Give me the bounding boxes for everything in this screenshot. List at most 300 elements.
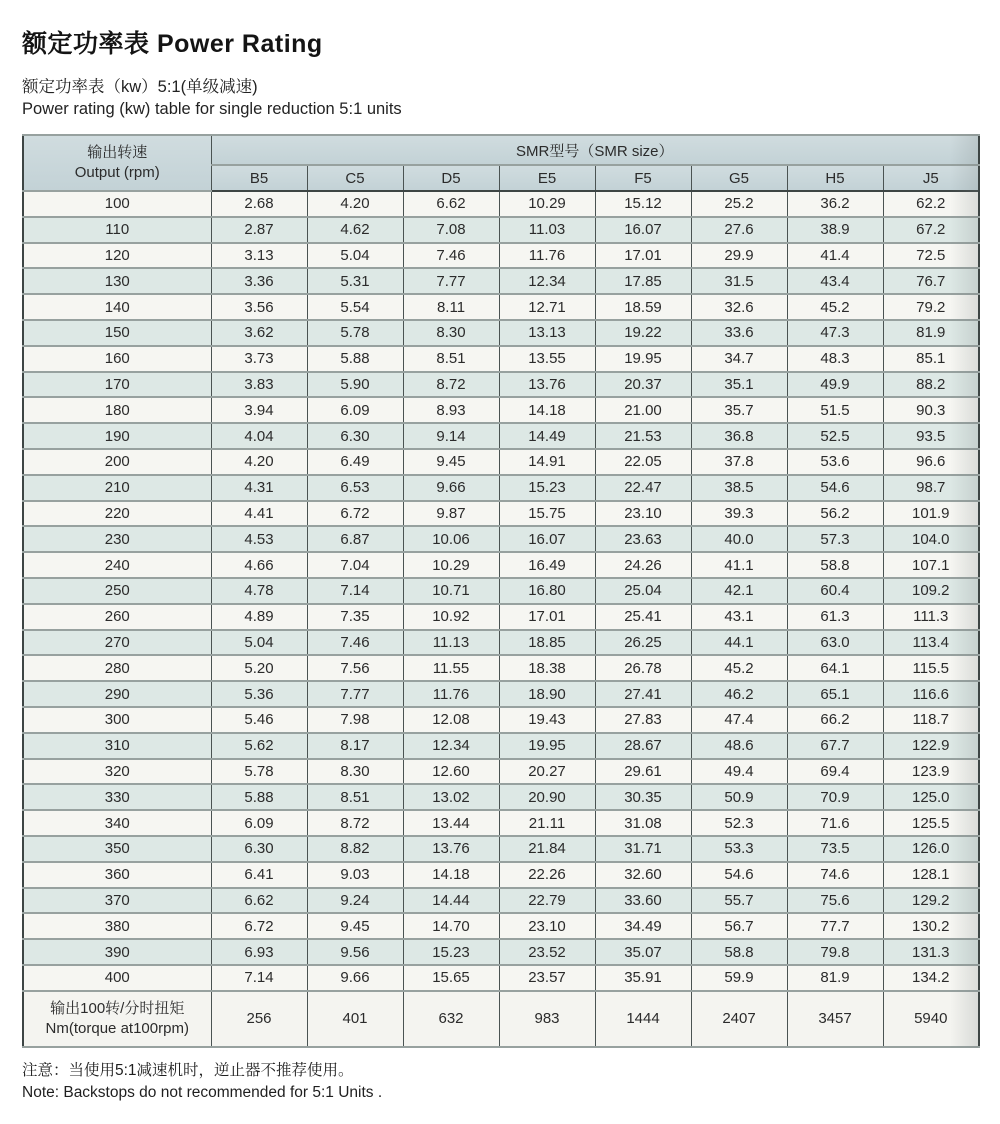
value-cell: 71.6: [787, 810, 883, 836]
value-cell: 15.23: [403, 939, 499, 965]
value-cell: 49.9: [787, 372, 883, 398]
value-cell: 9.24: [307, 888, 403, 914]
value-cell: 8.82: [307, 836, 403, 862]
value-cell: 30.35: [595, 784, 691, 810]
rpm-cell: 220: [23, 501, 211, 527]
value-cell: 134.2: [883, 965, 979, 991]
rpm-cell: 210: [23, 475, 211, 501]
rpm-cell: 360: [23, 862, 211, 888]
value-cell: 101.9: [883, 501, 979, 527]
value-cell: 74.6: [787, 862, 883, 888]
value-cell: 38.5: [691, 475, 787, 501]
value-cell: 48.6: [691, 733, 787, 759]
table-footer: [23, 991, 979, 1047]
value-cell: 4.89: [211, 604, 307, 630]
value-cell: 5.78: [307, 320, 403, 346]
value-cell: 14.91: [499, 449, 595, 475]
value-cell: 10.92: [403, 604, 499, 630]
value-cell: 6.62: [403, 191, 499, 217]
value-cell: 6.30: [211, 836, 307, 862]
value-cell: 77.7: [787, 913, 883, 939]
value-cell: 43.4: [787, 268, 883, 294]
value-cell: 53.6: [787, 449, 883, 475]
value-cell: 56.7: [691, 913, 787, 939]
table-row: [23, 294, 979, 320]
value-cell: 8.51: [403, 346, 499, 372]
value-cell: 44.1: [691, 630, 787, 656]
value-cell: 14.18: [403, 862, 499, 888]
value-cell: 32.6: [691, 294, 787, 320]
value-cell: 18.59: [595, 294, 691, 320]
value-cell: 29.9: [691, 243, 787, 269]
value-cell: 33.6: [691, 320, 787, 346]
value-cell: 26.78: [595, 655, 691, 681]
value-cell: 8.72: [403, 372, 499, 398]
value-cell: 59.9: [691, 965, 787, 991]
value-cell: 5.20: [211, 655, 307, 681]
value-cell: 17.01: [595, 243, 691, 269]
value-cell: 12.34: [403, 733, 499, 759]
torque-row: [23, 991, 979, 1047]
torque-value-cell: 2407: [691, 991, 787, 1047]
rpm-cell: 230: [23, 526, 211, 552]
value-cell: 115.5: [883, 655, 979, 681]
value-cell: 8.30: [307, 759, 403, 785]
value-cell: 7.46: [307, 630, 403, 656]
size-header-D5: D5: [403, 165, 499, 191]
value-cell: 21.00: [595, 397, 691, 423]
size-header-B5: B5: [211, 165, 307, 191]
value-cell: 4.66: [211, 552, 307, 578]
table-row: [23, 475, 979, 501]
value-cell: 31.5: [691, 268, 787, 294]
torque-value-cell: 983: [499, 991, 595, 1047]
value-cell: 25.41: [595, 604, 691, 630]
table-row: [23, 191, 979, 217]
value-cell: 5.88: [211, 784, 307, 810]
value-cell: 64.1: [787, 655, 883, 681]
table-row: [23, 501, 979, 527]
value-cell: 88.2: [883, 372, 979, 398]
value-cell: 13.76: [403, 836, 499, 862]
rpm-cell: 110: [23, 217, 211, 243]
value-cell: 8.51: [307, 784, 403, 810]
rpm-cell: 170: [23, 372, 211, 398]
value-cell: 46.2: [691, 681, 787, 707]
value-cell: 104.0: [883, 526, 979, 552]
value-cell: 54.6: [787, 475, 883, 501]
value-cell: 4.53: [211, 526, 307, 552]
value-cell: 6.53: [307, 475, 403, 501]
subtitle-en: Power rating (kw) table for single reduction 5:1 units: [22, 100, 402, 118]
value-cell: 3.62: [211, 320, 307, 346]
table-row: [23, 397, 979, 423]
rpm-cell: 290: [23, 681, 211, 707]
torque-label-zh: 输出100转/分时扭矩: [50, 999, 185, 1017]
rpm-cell: 100: [23, 191, 211, 217]
value-cell: 58.8: [691, 939, 787, 965]
value-cell: 16.49: [499, 552, 595, 578]
value-cell: 72.5: [883, 243, 979, 269]
value-cell: 13.13: [499, 320, 595, 346]
value-cell: 8.17: [307, 733, 403, 759]
value-cell: 47.4: [691, 707, 787, 733]
table-row: [23, 604, 979, 630]
value-cell: 3.56: [211, 294, 307, 320]
group-header-row: [23, 135, 979, 165]
value-cell: 93.5: [883, 423, 979, 449]
value-cell: 9.03: [307, 862, 403, 888]
value-cell: 16.07: [595, 217, 691, 243]
value-cell: 107.1: [883, 552, 979, 578]
value-cell: 36.8: [691, 423, 787, 449]
value-cell: 118.7: [883, 707, 979, 733]
value-cell: 20.37: [595, 372, 691, 398]
value-cell: 2.87: [211, 217, 307, 243]
value-cell: 76.7: [883, 268, 979, 294]
table-row: [23, 243, 979, 269]
value-cell: 5.62: [211, 733, 307, 759]
value-cell: 10.29: [403, 552, 499, 578]
value-cell: 23.10: [499, 913, 595, 939]
value-cell: 6.62: [211, 888, 307, 914]
value-cell: 42.1: [691, 578, 787, 604]
value-cell: 58.8: [787, 552, 883, 578]
value-cell: 113.4: [883, 630, 979, 656]
value-cell: 22.26: [499, 862, 595, 888]
value-cell: 9.66: [307, 965, 403, 991]
table-row: [23, 965, 979, 991]
value-cell: 125.0: [883, 784, 979, 810]
power-rating-table-wrap: [22, 134, 978, 1048]
value-cell: 22.79: [499, 888, 595, 914]
value-cell: 8.11: [403, 294, 499, 320]
value-cell: 21.53: [595, 423, 691, 449]
table-row: [23, 939, 979, 965]
value-cell: 5.88: [307, 346, 403, 372]
value-cell: 12.34: [499, 268, 595, 294]
table-row: [23, 372, 979, 398]
value-cell: 4.41: [211, 501, 307, 527]
value-cell: 18.90: [499, 681, 595, 707]
value-cell: 6.72: [307, 501, 403, 527]
value-cell: 34.7: [691, 346, 787, 372]
value-cell: 15.65: [403, 965, 499, 991]
table-row: [23, 346, 979, 372]
value-cell: 35.7: [691, 397, 787, 423]
value-cell: 24.26: [595, 552, 691, 578]
rpm-cell: 240: [23, 552, 211, 578]
value-cell: 9.45: [403, 449, 499, 475]
value-cell: 8.72: [307, 810, 403, 836]
table-row: [23, 449, 979, 475]
value-cell: 43.1: [691, 604, 787, 630]
value-cell: 4.78: [211, 578, 307, 604]
table-row: [23, 217, 979, 243]
value-cell: 47.3: [787, 320, 883, 346]
rpm-cell: 190: [23, 423, 211, 449]
value-cell: 73.5: [787, 836, 883, 862]
value-cell: 31.08: [595, 810, 691, 836]
value-cell: 15.75: [499, 501, 595, 527]
notes-block: [22, 1060, 978, 1104]
value-cell: 53.3: [691, 836, 787, 862]
value-cell: 45.2: [787, 294, 883, 320]
value-cell: 11.03: [499, 217, 595, 243]
value-cell: 5.78: [211, 759, 307, 785]
value-cell: 28.67: [595, 733, 691, 759]
value-cell: 38.9: [787, 217, 883, 243]
value-cell: 11.13: [403, 630, 499, 656]
value-cell: 66.2: [787, 707, 883, 733]
value-cell: 19.43: [499, 707, 595, 733]
torque-value-cell: 1444: [595, 991, 691, 1047]
value-cell: 129.2: [883, 888, 979, 914]
value-cell: 6.93: [211, 939, 307, 965]
value-cell: 70.9: [787, 784, 883, 810]
value-cell: 23.63: [595, 526, 691, 552]
value-cell: 54.6: [691, 862, 787, 888]
value-cell: 17.01: [499, 604, 595, 630]
table-body: [23, 191, 979, 991]
value-cell: 116.6: [883, 681, 979, 707]
value-cell: 61.3: [787, 604, 883, 630]
value-cell: 9.87: [403, 501, 499, 527]
value-cell: 9.14: [403, 423, 499, 449]
value-cell: 10.71: [403, 578, 499, 604]
rpm-cell: 200: [23, 449, 211, 475]
value-cell: 2.68: [211, 191, 307, 217]
value-cell: 23.52: [499, 939, 595, 965]
value-cell: 15.23: [499, 475, 595, 501]
value-cell: 7.98: [307, 707, 403, 733]
value-cell: 39.3: [691, 501, 787, 527]
value-cell: 7.77: [403, 268, 499, 294]
output-rpm-header-en: Output (rpm): [74, 164, 160, 181]
value-cell: 57.3: [787, 526, 883, 552]
value-cell: 3.13: [211, 243, 307, 269]
value-cell: 4.62: [307, 217, 403, 243]
value-cell: 26.25: [595, 630, 691, 656]
value-cell: 41.1: [691, 552, 787, 578]
rpm-cell: 340: [23, 810, 211, 836]
table-row: [23, 733, 979, 759]
value-cell: 69.4: [787, 759, 883, 785]
table-row: [23, 759, 979, 785]
table-row: [23, 784, 979, 810]
rpm-cell: 320: [23, 759, 211, 785]
value-cell: 6.72: [211, 913, 307, 939]
rpm-cell: 310: [23, 733, 211, 759]
value-cell: 5.90: [307, 372, 403, 398]
value-cell: 13.02: [403, 784, 499, 810]
value-cell: 96.6: [883, 449, 979, 475]
value-cell: 13.76: [499, 372, 595, 398]
torque-value-cell: 256: [211, 991, 307, 1047]
rpm-cell: 260: [23, 604, 211, 630]
output-rpm-header-zh: 输出转速: [87, 144, 148, 161]
value-cell: 19.95: [595, 346, 691, 372]
value-cell: 9.45: [307, 913, 403, 939]
value-cell: 22.47: [595, 475, 691, 501]
value-cell: 3.36: [211, 268, 307, 294]
value-cell: 11.55: [403, 655, 499, 681]
subtitle-zh: 额定功率表（kw）5:1(单级减速): [22, 78, 258, 96]
size-header-J5: J5: [883, 165, 979, 191]
size-header-G5: G5: [691, 165, 787, 191]
value-cell: 6.09: [211, 810, 307, 836]
rpm-cell: 270: [23, 630, 211, 656]
value-cell: 15.12: [595, 191, 691, 217]
note-en: Note: Backstops do not recommended for 5:1 Units .: [22, 1083, 383, 1101]
value-cell: 14.70: [403, 913, 499, 939]
value-cell: 32.60: [595, 862, 691, 888]
value-cell: 19.22: [595, 320, 691, 346]
table-row: [23, 836, 979, 862]
value-cell: 128.1: [883, 862, 979, 888]
value-cell: 7.04: [307, 552, 403, 578]
value-cell: 5.31: [307, 268, 403, 294]
value-cell: 75.6: [787, 888, 883, 914]
value-cell: 35.07: [595, 939, 691, 965]
rpm-cell: 280: [23, 655, 211, 681]
value-cell: 7.77: [307, 681, 403, 707]
value-cell: 36.2: [787, 191, 883, 217]
table-row: [23, 552, 979, 578]
value-cell: 14.49: [499, 423, 595, 449]
table-row: [23, 888, 979, 914]
value-cell: 52.5: [787, 423, 883, 449]
value-cell: 49.4: [691, 759, 787, 785]
value-cell: 3.73: [211, 346, 307, 372]
value-cell: 81.9: [883, 320, 979, 346]
value-cell: 4.20: [307, 191, 403, 217]
value-cell: 7.56: [307, 655, 403, 681]
value-cell: 11.76: [499, 243, 595, 269]
value-cell: 6.30: [307, 423, 403, 449]
value-cell: 6.49: [307, 449, 403, 475]
table-row: [23, 707, 979, 733]
value-cell: 20.90: [499, 784, 595, 810]
size-header-E5: E5: [499, 165, 595, 191]
value-cell: 8.93: [403, 397, 499, 423]
value-cell: 79.2: [883, 294, 979, 320]
rpm-cell: 380: [23, 913, 211, 939]
value-cell: 27.83: [595, 707, 691, 733]
table-row: [23, 913, 979, 939]
rpm-cell: 120: [23, 243, 211, 269]
value-cell: 7.14: [211, 965, 307, 991]
value-cell: 4.20: [211, 449, 307, 475]
value-cell: 52.3: [691, 810, 787, 836]
value-cell: 16.07: [499, 526, 595, 552]
value-cell: 4.31: [211, 475, 307, 501]
value-cell: 123.9: [883, 759, 979, 785]
value-cell: 40.0: [691, 526, 787, 552]
value-cell: 6.87: [307, 526, 403, 552]
value-cell: 111.3: [883, 604, 979, 630]
value-cell: 37.8: [691, 449, 787, 475]
table-header: [23, 135, 979, 191]
value-cell: 79.8: [787, 939, 883, 965]
value-cell: 12.60: [403, 759, 499, 785]
value-cell: 67.7: [787, 733, 883, 759]
output-rpm-header: [23, 135, 211, 191]
value-cell: 20.27: [499, 759, 595, 785]
value-cell: 14.44: [403, 888, 499, 914]
value-cell: 8.30: [403, 320, 499, 346]
rpm-cell: 400: [23, 965, 211, 991]
value-cell: 34.49: [595, 913, 691, 939]
rpm-cell: 180: [23, 397, 211, 423]
value-cell: 25.2: [691, 191, 787, 217]
rpm-cell: 130: [23, 268, 211, 294]
value-cell: 35.1: [691, 372, 787, 398]
value-cell: 5.04: [307, 243, 403, 269]
table-row: [23, 862, 979, 888]
value-cell: 5.36: [211, 681, 307, 707]
table-row: [23, 655, 979, 681]
value-cell: 19.95: [499, 733, 595, 759]
value-cell: 130.2: [883, 913, 979, 939]
torque-value-cell: 632: [403, 991, 499, 1047]
size-header-C5: C5: [307, 165, 403, 191]
value-cell: 18.85: [499, 630, 595, 656]
value-cell: 27.6: [691, 217, 787, 243]
value-cell: 51.5: [787, 397, 883, 423]
value-cell: 126.0: [883, 836, 979, 862]
table-row: [23, 268, 979, 294]
value-cell: 5.54: [307, 294, 403, 320]
value-cell: 7.35: [307, 604, 403, 630]
note-zh: 注意：当使用5:1减速机时，逆止器不推荐使用。: [22, 1061, 354, 1079]
value-cell: 131.3: [883, 939, 979, 965]
value-cell: 17.85: [595, 268, 691, 294]
value-cell: 21.84: [499, 836, 595, 862]
value-cell: 13.44: [403, 810, 499, 836]
value-cell: 3.83: [211, 372, 307, 398]
value-cell: 5.04: [211, 630, 307, 656]
table-row: [23, 810, 979, 836]
value-cell: 7.14: [307, 578, 403, 604]
value-cell: 56.2: [787, 501, 883, 527]
value-cell: 3.94: [211, 397, 307, 423]
value-cell: 22.05: [595, 449, 691, 475]
value-cell: 27.41: [595, 681, 691, 707]
smr-size-group-header: SMR型号（SMR size）: [211, 135, 979, 165]
value-cell: 9.56: [307, 939, 403, 965]
value-cell: 12.71: [499, 294, 595, 320]
value-cell: 55.7: [691, 888, 787, 914]
value-cell: 11.76: [403, 681, 499, 707]
value-cell: 18.38: [499, 655, 595, 681]
size-header-H5: H5: [787, 165, 883, 191]
value-cell: 33.60: [595, 888, 691, 914]
rpm-cell: 390: [23, 939, 211, 965]
value-cell: 63.0: [787, 630, 883, 656]
power-rating-table: [22, 134, 980, 1048]
table-row: [23, 423, 979, 449]
value-cell: 21.11: [499, 810, 595, 836]
rpm-cell: 140: [23, 294, 211, 320]
value-cell: 13.55: [499, 346, 595, 372]
table-row: [23, 526, 979, 552]
value-cell: 6.41: [211, 862, 307, 888]
value-cell: 109.2: [883, 578, 979, 604]
value-cell: 35.91: [595, 965, 691, 991]
value-cell: 60.4: [787, 578, 883, 604]
value-cell: 65.1: [787, 681, 883, 707]
